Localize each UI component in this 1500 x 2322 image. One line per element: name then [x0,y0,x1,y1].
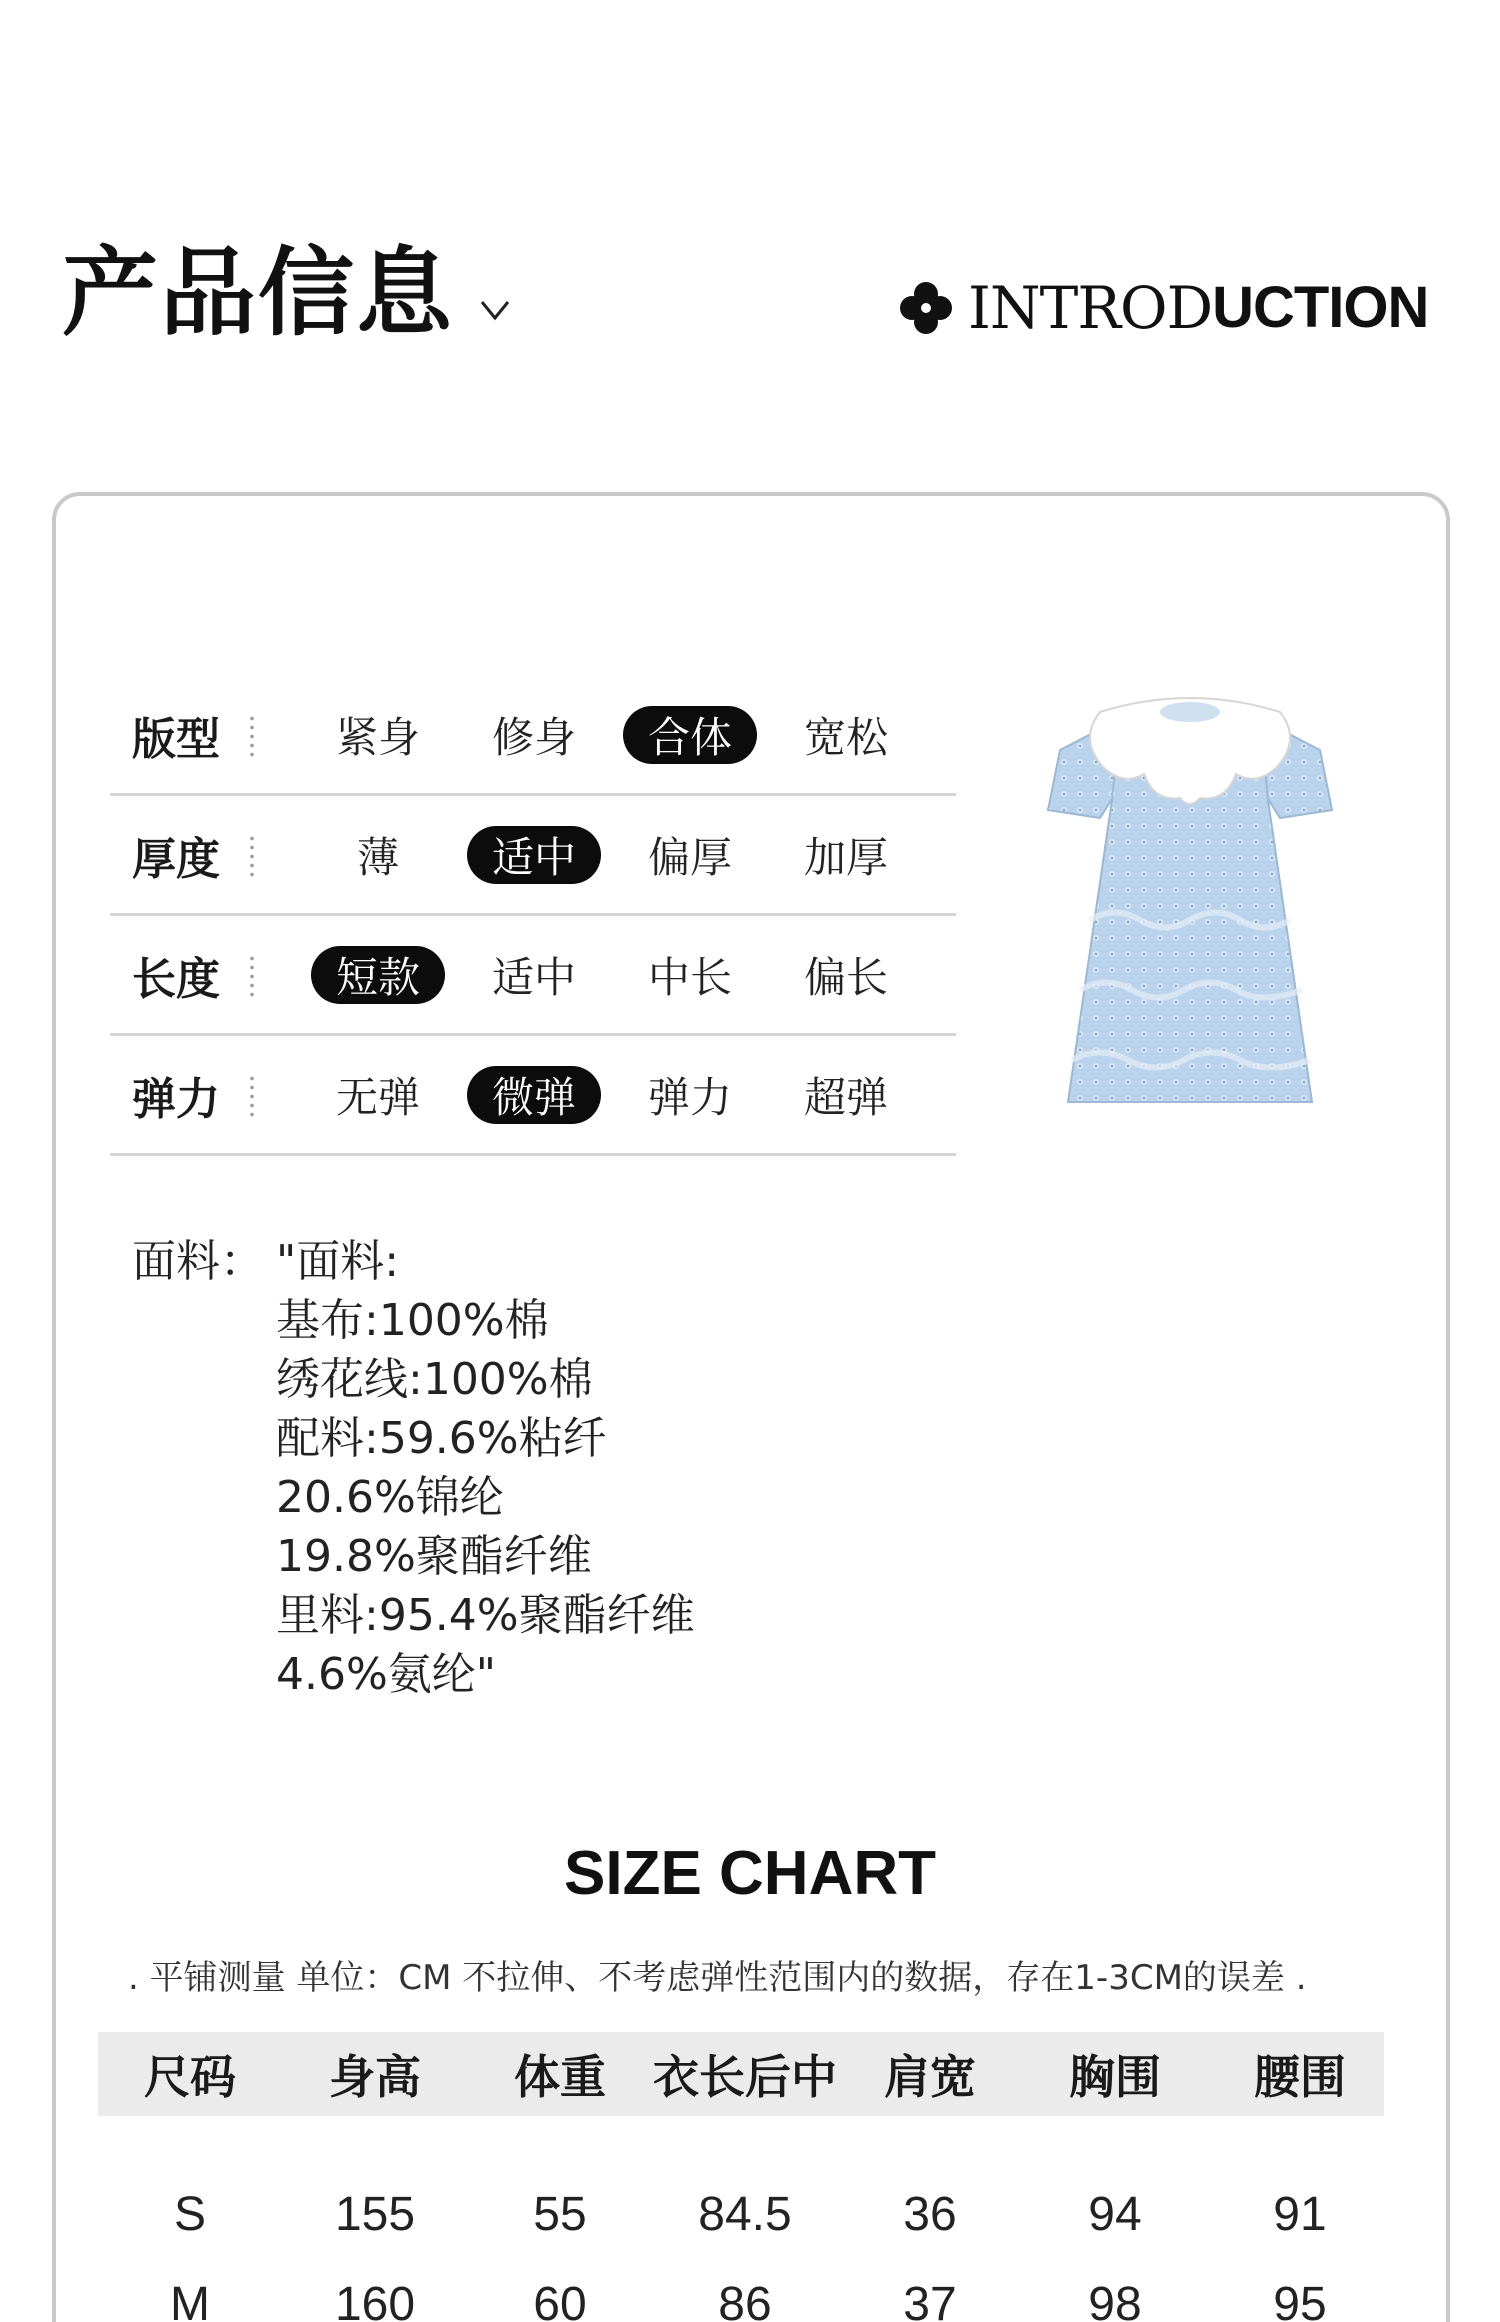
table-cell: 91 [1273,2187,1327,2241]
fabric-line: 20.6%锦纶 [276,1472,504,1523]
dress-image [1040,690,1340,1110]
table-cell: S [173,2187,207,2241]
dotted-divider [250,714,254,760]
table-cell: 84.5 [698,2187,792,2241]
column-header: 腰围 [1254,2050,1346,2104]
option-chip[interactable]: 中长 [647,952,732,1002]
option-chip[interactable]: 宽松 [803,712,888,762]
attribute-row-thickness [110,796,956,916]
column-header: 衣长后中 [653,2050,837,2104]
table-cell: 160 [334,2277,416,2322]
chevron-down-icon[interactable] [478,292,512,326]
size-chart-title: SIZE CHART [564,1839,936,1908]
page-title: 产品信息 [62,236,454,349]
table-row [98,2172,1384,2256]
fabric-line: 里料:95.4%聚酯纤维 [276,1590,695,1641]
option-chip[interactable]: 弹力 [647,1072,732,1122]
option-chip-selected[interactable]: 合体 [623,706,757,764]
table-cell: 86 [718,2277,772,2322]
fabric-line: "面料: [276,1236,400,1287]
attribute-label: 厚度 [132,833,220,885]
attribute-row-length [110,916,956,1036]
option-chip[interactable]: 薄 [356,832,399,882]
size-chart-note: . 平铺测量 单位：CM 不拉伸、不考虑弹性范围内的数据，存在1-3CM的误差 . [128,1958,1307,1998]
option-chip-selected[interactable]: 微弹 [467,1066,601,1124]
dotted-divider [250,834,254,880]
table-cell: 94 [1088,2187,1142,2241]
column-header: 肩宽 [884,2050,976,2104]
table-cell: 155 [334,2187,416,2241]
option-chip[interactable]: 加厚 [803,832,888,882]
fabric-line: 配料:59.6%粘纤 [276,1413,607,1464]
attribute-row-fit [110,676,956,796]
fabric-line: 4.6%氨纶" [276,1649,497,1700]
page-header [0,0,1500,420]
attribute-label: 弹力 [132,1073,220,1125]
fabric-composition [276,1232,695,1704]
fabric-label: 面料： [132,1236,264,1287]
fabric-line: 基布:100%棉 [276,1295,549,1346]
option-chip[interactable]: 无弹 [335,1072,420,1122]
option-chip[interactable]: 偏长 [803,952,888,1002]
column-header: 身高 [329,2050,421,2104]
attribute-row-elasticity [110,1036,956,1156]
intro-text-thin: INTROD [968,274,1213,342]
flower-icon [898,280,954,336]
intro-text-bold: UCTION [1212,275,1429,340]
table-cell: 36 [903,2187,957,2241]
option-chip[interactable]: 适中 [491,952,576,1002]
fabric-line: 19.8%聚酯纤维 [276,1531,592,1582]
option-chip[interactable]: 偏厚 [647,832,732,882]
dotted-divider [250,1074,254,1120]
table-cell: M [170,2277,210,2322]
option-chip[interactable]: 紧身 [335,712,420,762]
attribute-label: 长度 [132,953,220,1005]
table-row [98,2262,1384,2322]
table-cell: 98 [1088,2277,1142,2322]
dotted-divider [250,954,254,1000]
table-cell: 37 [903,2277,957,2322]
option-chip-selected[interactable]: 短款 [311,946,445,1004]
column-header: 体重 [514,2050,606,2104]
introduction-heading [898,276,1428,340]
option-chip-selected[interactable]: 适中 [467,826,601,884]
table-cell: 95 [1273,2277,1327,2322]
table-cell: 60 [533,2277,587,2322]
attribute-label: 版型 [132,713,220,765]
column-header: 尺码 [144,2050,236,2104]
size-table-header [98,2032,1384,2116]
column-header: 胸围 [1069,2050,1161,2104]
option-chip[interactable]: 超弹 [803,1072,888,1122]
table-cell: 55 [533,2187,587,2241]
option-chip[interactable]: 修身 [491,712,576,762]
fabric-line: 绣花线:100%棉 [276,1354,593,1405]
